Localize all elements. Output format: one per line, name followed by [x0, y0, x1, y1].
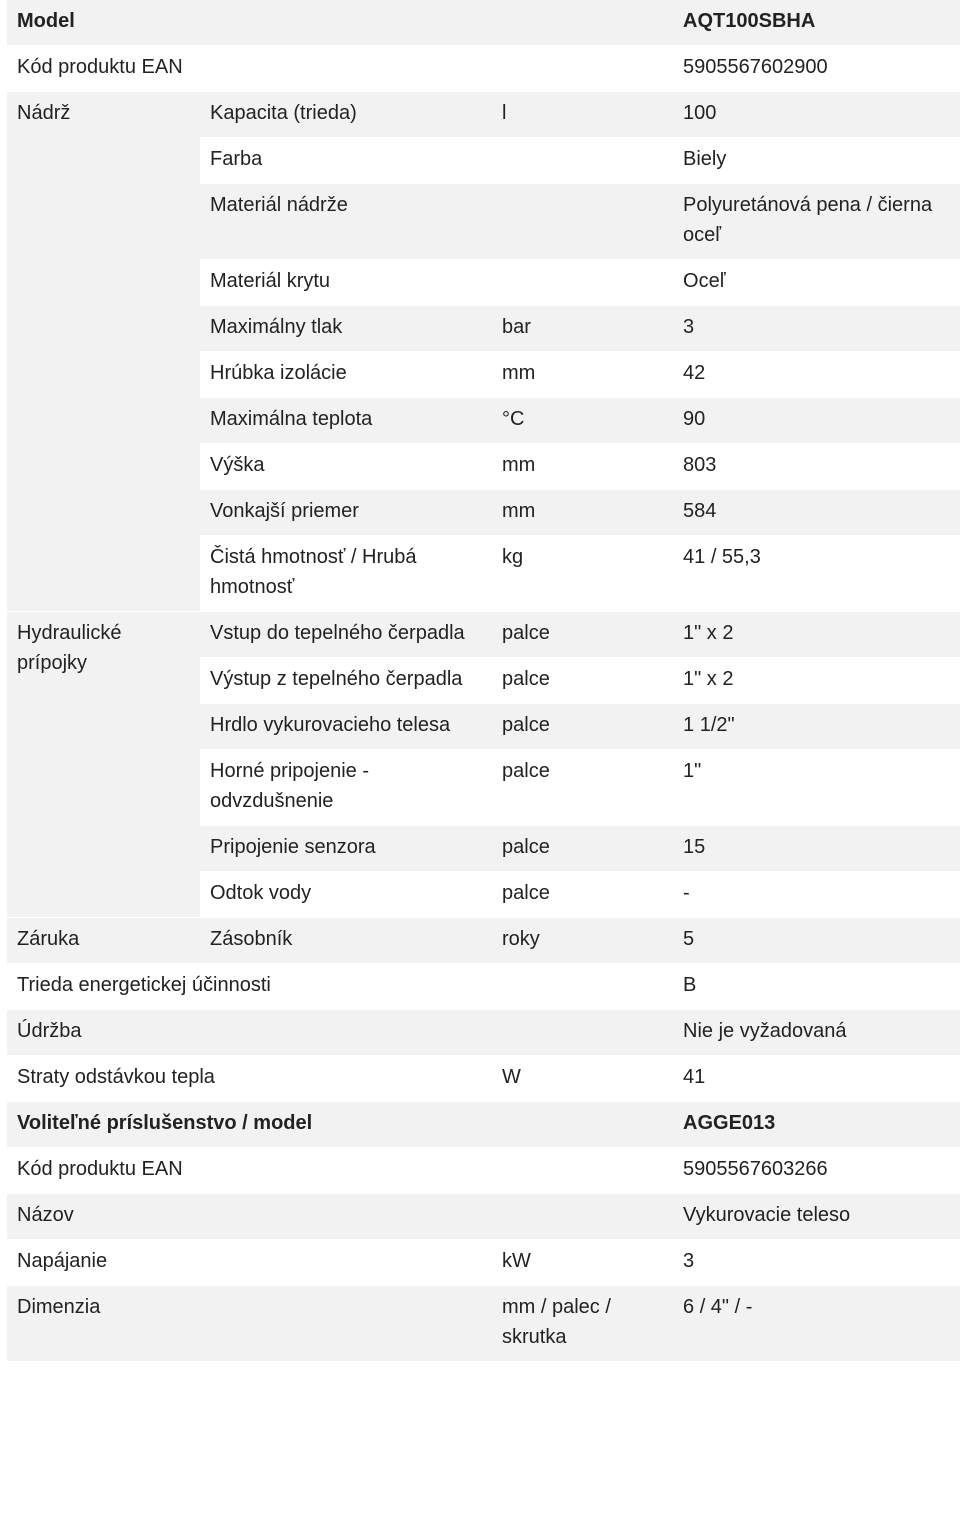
row-model: [7, 0, 960, 46]
param: Vstup do tepelného čerpadla: [200, 612, 492, 658]
param: Hrúbka izolácie: [200, 352, 492, 398]
unit: roky: [492, 918, 673, 964]
group-hydraulic: Hydraulické prípojky: [7, 612, 200, 918]
ean-value: 5905567602900: [673, 46, 960, 92]
param: Materiál nádrže: [200, 184, 492, 260]
value: 90: [673, 398, 960, 444]
unit: palce: [492, 826, 673, 872]
param: Maximálny tlak: [200, 306, 492, 352]
value: 100: [673, 92, 960, 138]
value: 15: [673, 826, 960, 872]
unit: l: [492, 92, 673, 138]
unit: kg: [492, 536, 673, 612]
unit: [492, 138, 673, 184]
maintenance-value: Nie je vyžadovaná: [673, 1010, 960, 1056]
value: 1": [673, 750, 960, 826]
spec-table: [7, 0, 960, 1362]
heat-loss-unit: W: [492, 1056, 673, 1102]
accessory-value: AGGE013: [673, 1102, 960, 1148]
row-ean: [7, 46, 960, 92]
value: 1" x 2: [673, 658, 960, 704]
param: Odtok vody: [200, 872, 492, 918]
param: Hrdlo vykurovacieho telesa: [200, 704, 492, 750]
param: Výška: [200, 444, 492, 490]
param: Pripojenie senzora: [200, 826, 492, 872]
group-tank: Nádrž: [7, 92, 200, 612]
ean-label: Kód produktu EAN: [7, 46, 673, 92]
value: Polyuretánová pena / čierna oceľ: [673, 184, 960, 260]
row-power: [7, 1240, 960, 1286]
power-unit: kW: [492, 1240, 673, 1286]
value: 1" x 2: [673, 612, 960, 658]
param: Čistá hmotnosť / Hrubá hmotnosť: [200, 536, 492, 612]
energy-class-value: B: [673, 964, 960, 1010]
dimension-unit: mm / palec / skrutka: [492, 1286, 673, 1362]
param: Maximálna teplota: [200, 398, 492, 444]
table-row: [7, 92, 960, 138]
value: 42: [673, 352, 960, 398]
unit: °C: [492, 398, 673, 444]
unit: mm: [492, 352, 673, 398]
unit: palce: [492, 612, 673, 658]
unit: palce: [492, 872, 673, 918]
maintenance-label: Údržba: [7, 1010, 673, 1056]
group-warranty: Záruka: [7, 918, 200, 964]
power-value: 3: [673, 1240, 960, 1286]
value: 5: [673, 918, 960, 964]
unit: palce: [492, 750, 673, 826]
row-name: [7, 1194, 960, 1240]
unit: palce: [492, 704, 673, 750]
table-row: [7, 612, 960, 658]
param: Vonkajší priemer: [200, 490, 492, 536]
unit: [492, 184, 673, 260]
unit: bar: [492, 306, 673, 352]
value: Biely: [673, 138, 960, 184]
accessory-label: Voliteľné príslušenstvo / model: [7, 1102, 673, 1148]
param: Výstup z tepelného čerpadla: [200, 658, 492, 704]
value: 41 / 55,3: [673, 536, 960, 612]
unit: mm: [492, 490, 673, 536]
name-value: Vykurovacie teleso: [673, 1194, 960, 1240]
value: 3: [673, 306, 960, 352]
row-accessory: [7, 1102, 960, 1148]
heat-loss-value: 41: [673, 1056, 960, 1102]
accessory-ean-value: 5905567603266: [673, 1148, 960, 1194]
row-dimension: [7, 1286, 960, 1362]
accessory-ean-label: Kód produktu EAN: [7, 1148, 673, 1194]
row-heat-loss: [7, 1056, 960, 1102]
value: -: [673, 872, 960, 918]
heat-loss-label: Straty odstávkou tepla: [7, 1056, 492, 1102]
value: 803: [673, 444, 960, 490]
name-label: Názov: [7, 1194, 673, 1240]
row-energy-class: [7, 964, 960, 1010]
value: 584: [673, 490, 960, 536]
unit: palce: [492, 658, 673, 704]
param: Zásobník: [200, 918, 492, 964]
model-label: Model: [7, 0, 673, 46]
energy-class-label: Trieda energetickej účinnosti: [7, 964, 673, 1010]
dimension-value: 6 / 4" / -: [673, 1286, 960, 1362]
param: Farba: [200, 138, 492, 184]
dimension-label: Dimenzia: [7, 1286, 492, 1362]
row-accessory-ean: [7, 1148, 960, 1194]
unit: mm: [492, 444, 673, 490]
param: Kapacita (trieda): [200, 92, 492, 138]
unit: [492, 260, 673, 306]
param: Horné pripojenie - odvzdušnenie: [200, 750, 492, 826]
row-maintenance: [7, 1010, 960, 1056]
model-value: AQT100SBHA: [673, 0, 960, 46]
power-label: Napájanie: [7, 1240, 492, 1286]
value: 1 1/2": [673, 704, 960, 750]
row-warranty: [7, 918, 960, 964]
value: Oceľ: [673, 260, 960, 306]
param: Materiál krytu: [200, 260, 492, 306]
